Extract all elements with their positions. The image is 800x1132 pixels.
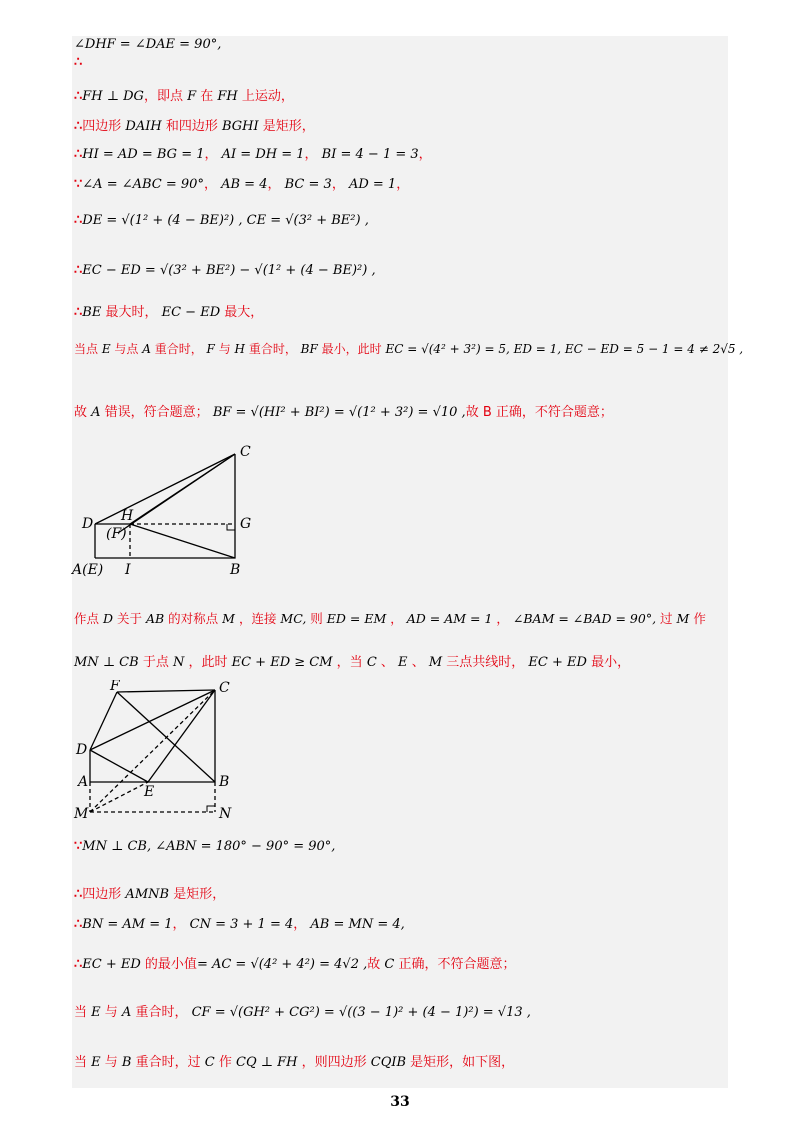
solution-line: 作点 D 关于 AB 的对称点 M ，连接 MC, 则 ED = EM ， AD = AM = 1 ， ∠BAM = ∠BAD = 90°, 过 M 作 [74, 611, 706, 626]
solution-line: ∴ [74, 55, 83, 70]
solution-line: ∠DHF = ∠DAE = 90°, [74, 37, 222, 52]
label-G: G [240, 516, 252, 532]
solution-line: ∴BN = AM = 1， CN = 3 + 1 = 4， AB = MN = 4, [74, 917, 405, 932]
solution-line: ∴EC + ED 的最小值= AC = √(4² + 4²) = 4√2 ,故 C 正确，不符合题意； [74, 957, 516, 972]
solution-line: ∴HI = AD = BG = 1， AI = DH = 1， BI = 4 − 1 = 3， [74, 147, 432, 162]
label-N: N [219, 806, 232, 822]
label-M: M [74, 806, 89, 822]
label-D: D [76, 742, 88, 758]
solution-line: ∵∠A = ∠ABC = 90°， AB = 4， BC = 3， AD = 1， [74, 177, 410, 192]
label-B: B [230, 562, 241, 578]
label-A: A [78, 774, 89, 790]
label-AE: A(E) [72, 562, 104, 578]
solution-line: ∴FH ⊥ DG，即点 F 在 FH 上运动， [74, 89, 294, 104]
solution-line: 故 A 错误，符合题意； BF = √(HI² + BI²) = √(1² + 3²) = √10 ,故 B 正确，不符合题意； [74, 405, 613, 420]
solution-line: ∵MN ⊥ CB, ∠ABN = 180° − 90° = 90°, [74, 839, 336, 854]
solution-line: 当 E 与 B 重合时，过 C 作 CQ ⊥ FH ，则四边形 CQIB 是矩形，如下图， [74, 1055, 515, 1070]
label-E: E [144, 784, 155, 800]
label-B: B [219, 774, 230, 790]
solution-line: 当 E 与 A 重合时， CF = √(GH² + CG²) = √((3 − 1)² + (4 − 1)²) = √13 , [74, 1005, 531, 1020]
label-D: D [82, 516, 94, 532]
label-C: C [240, 444, 251, 460]
solution-line: MN ⊥ CB 于点 N ，此时 EC + ED ≥ CM ，当 C 、 E 、 M 三点共线时， EC + ED 最小， [74, 655, 631, 670]
figure1-lines [95, 454, 235, 558]
label-F: F [110, 680, 120, 694]
label-H: H [121, 508, 134, 524]
label-C: C [219, 680, 230, 696]
page-number: 33 [390, 1094, 410, 1110]
solution-line: 当点 E 与点 A 重合时， F 与 H 重合时， BF 最小，此时 EC = √(4² + 3²) = 5, ED = 1, EC − ED = 5 − 1 = 4 ≠ 2√5 , [74, 342, 744, 356]
geometry-figure-2 [70, 680, 250, 825]
geometry-figure-1 [70, 440, 270, 580]
solution-line: ∴EC − ED = √(3² + BE²) − √(1² + (4 − BE)²) , [74, 263, 376, 278]
solution-line: ∴四边形 AMNB 是矩形， [74, 887, 226, 902]
label-I: I [125, 562, 131, 578]
label-F: (F) [106, 526, 127, 542]
solution-line: ∴BE 最大时， EC − ED 最大， [74, 305, 264, 320]
solution-line: ∴四边形 DAIH 和四边形 BGHI 是矩形， [74, 119, 315, 134]
solution-line: ∴DE = √(1² + (4 − BE)²) , CE = √(3² + BE²) , [74, 213, 369, 228]
